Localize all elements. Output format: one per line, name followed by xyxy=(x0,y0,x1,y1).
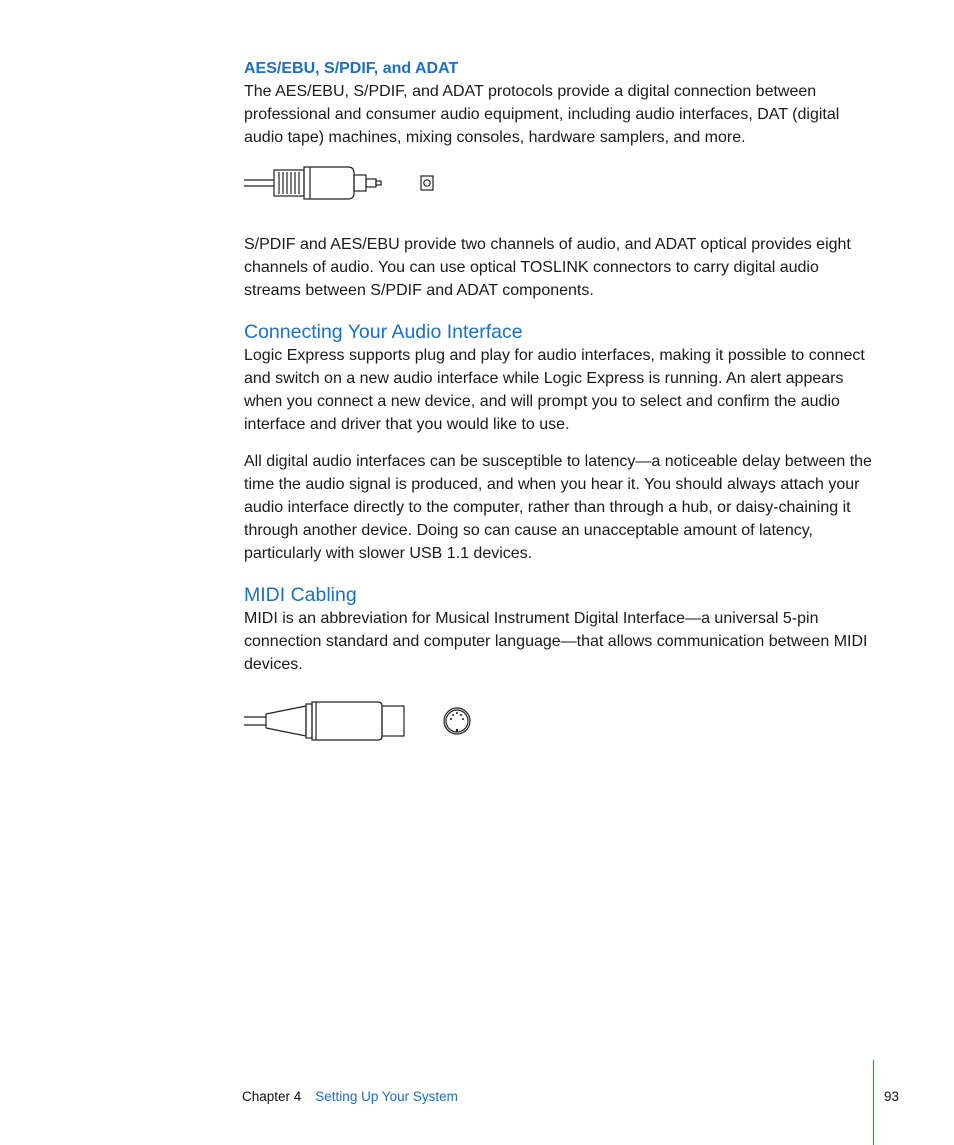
optical-connector-figure xyxy=(244,163,874,233)
section-heading-aes-ebu: AES/EBU, S/PDIF, and ADAT xyxy=(244,60,459,77)
paragraph-aes-channels: S/PDIF and AES/EBU provide two channels of audio, and ADAT optical provides eight channels of audio. You can use optical TOSLINK connectors to carry digital audio streams between S/PDIF and ADAT components. xyxy=(244,236,851,299)
paragraph-connecting-plug-and-play: Logic Express supports plug and play for audio interfaces, making it possible to connect and switch on a new audio interface while Logic Express is running. An alert appears when you connect a new device, and will prompt you to select and confirm the audio interface and driver that you would like to use. xyxy=(244,347,865,433)
page-content xyxy=(244,58,874,770)
page-footer xyxy=(242,1088,458,1106)
optical-connector-illustration xyxy=(244,163,464,213)
section-heading-connecting: Connecting Your Audio Interface xyxy=(244,321,523,343)
section-heading-midi: MIDI Cabling xyxy=(244,584,357,606)
paragraph-aes-intro: The AES/EBU, S/PDIF, and ADAT protocols provide a digital connection between professional and consumer audio equipment, including audio interfaces, DAT (digital audio tape) machines, mixing consoles, hardware samplers, and more. xyxy=(244,83,840,146)
footer-chapter-title: Setting Up Your System xyxy=(315,1089,458,1104)
page-number: 93 xyxy=(884,1089,900,1104)
paragraph-midi-intro: MIDI is an abbreviation for Musical Instrument Digital Interface—a universal 5-pin connection standard and computer language—that allows communication between MIDI devices. xyxy=(244,610,868,673)
midi-connector-figure xyxy=(244,700,874,770)
midi-connector-illustration xyxy=(244,700,484,750)
footer-chapter: Chapter 4 xyxy=(242,1089,302,1104)
paragraph-connecting-latency: All digital audio interfaces can be susceptible to latency—a noticeable delay between the time the audio signal is produced, and when you hear it. You should always attach your audio interface directly to the computer, rather than through a hub, or daisy-chaining it through another device. Doing so can cause an unacceptable amount of latency, particularly with slower USB 1.1 devices. xyxy=(244,453,872,562)
footer-divider xyxy=(873,1060,874,1145)
